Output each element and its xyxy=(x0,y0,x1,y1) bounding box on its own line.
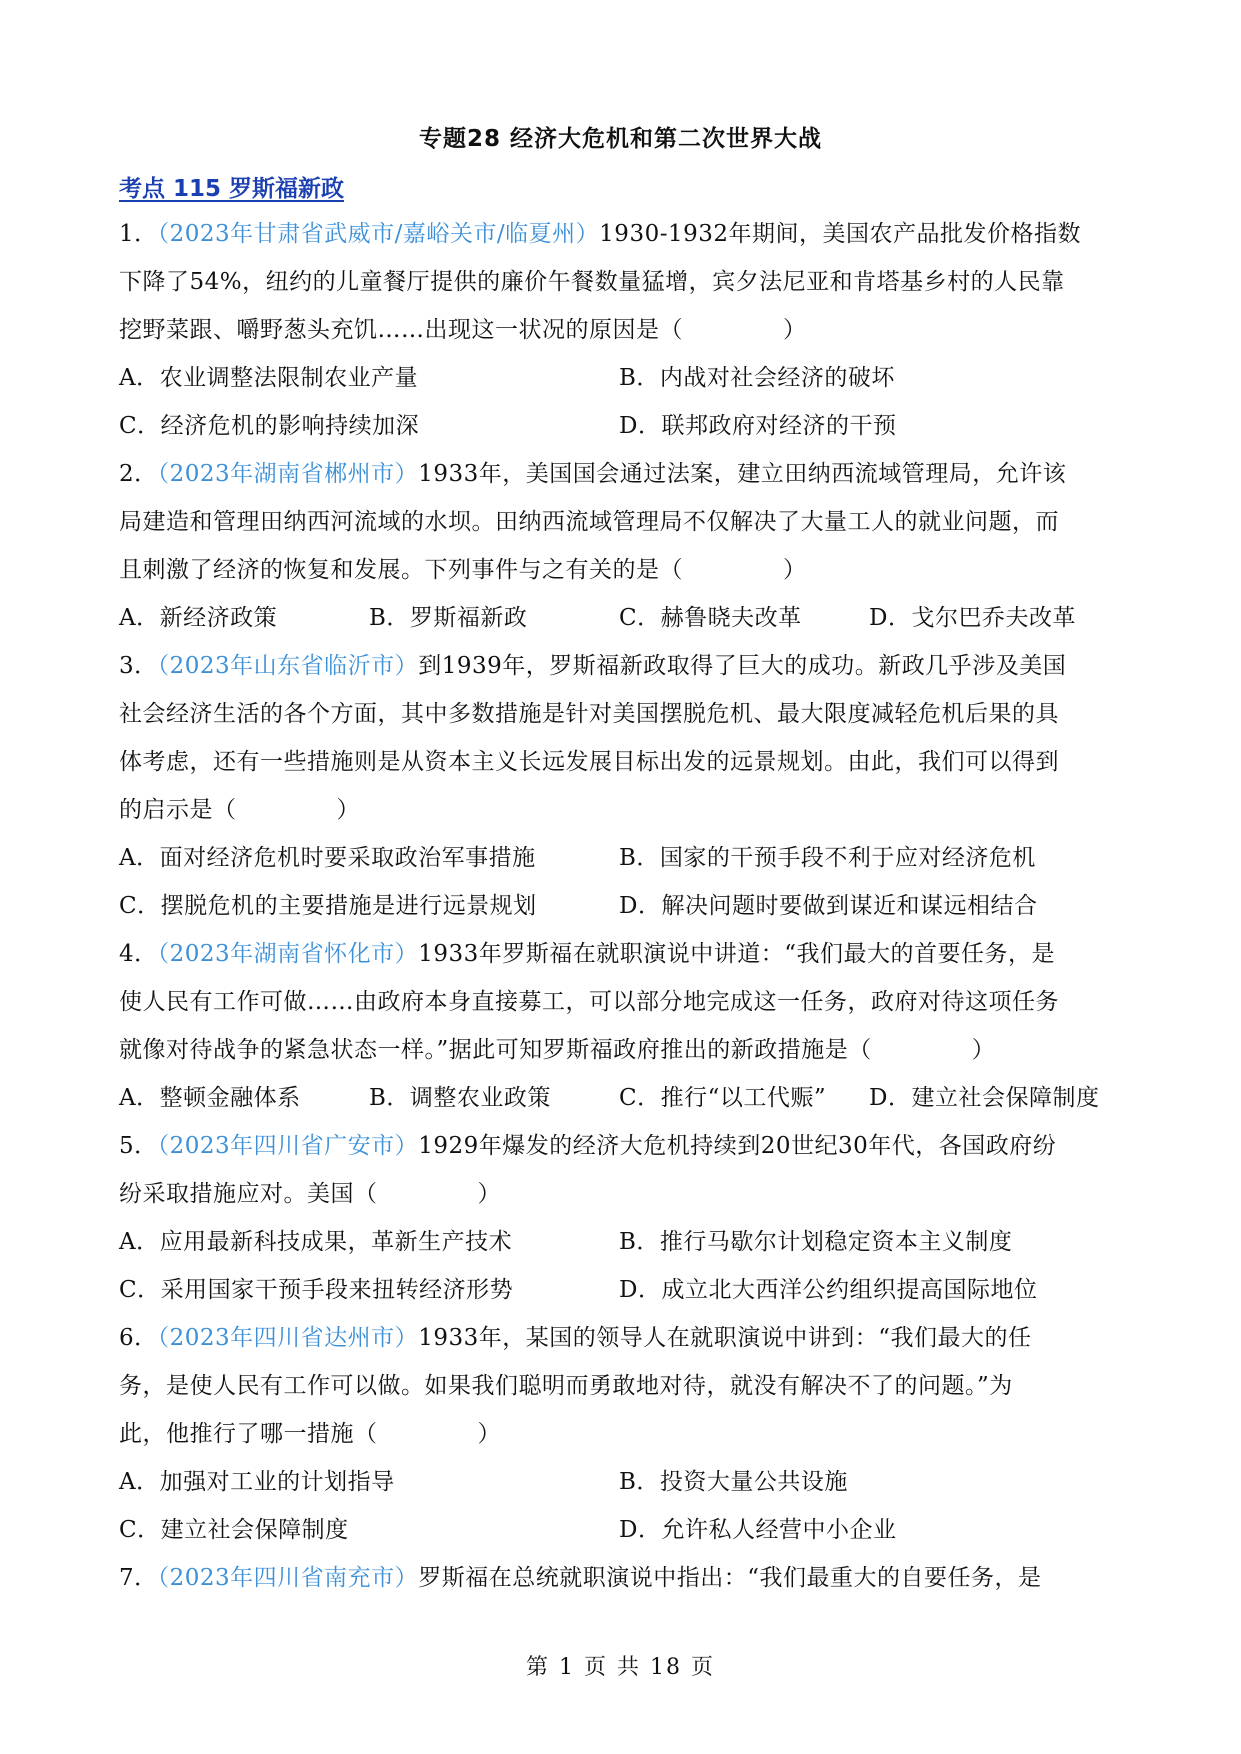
option-c[interactable]: C．推行“以工代赈” xyxy=(619,1085,827,1111)
options-row xyxy=(119,882,1121,930)
options-row xyxy=(119,1458,1121,1506)
question-line: 社会经济生活的各个方面，其中多数措施是针对美国摆脱危机、最大限度减轻危机后果的具 xyxy=(119,701,1059,727)
options-row xyxy=(119,834,1121,882)
question-text: 就像对待战争的紧急状态一样。”据此可知罗斯福政府推出的新政措施是（ xyxy=(119,1037,872,1063)
option-b[interactable]: B．投资大量公共设施 xyxy=(619,1469,848,1495)
question-source: （2023年甘肃省武威市/嘉峪关市/临夏州） xyxy=(157,221,600,247)
option-d[interactable]: D．成立北大西洋公约组织提高国际地位 xyxy=(619,1277,1038,1303)
question-1 xyxy=(119,210,1121,450)
question-text: 且刺激了经济的恢复和发展。下列事件与之有关的是（ xyxy=(119,557,683,583)
option-a[interactable]: A．农业调整法限制农业产量 xyxy=(119,365,419,391)
option-c[interactable]: C．建立社会保障制度 xyxy=(119,1517,349,1543)
answer-bracket: ） xyxy=(971,1037,996,1063)
question-text: 1933年，美国国会通过法案，建立田纳西流域管理局，允许该 xyxy=(418,461,1067,487)
page-footer: 第 1 页 共 18 页 xyxy=(526,1655,715,1680)
question-number: 4． xyxy=(119,941,158,967)
question-line xyxy=(119,930,1121,978)
options-row xyxy=(119,1218,1121,1266)
question-text: 的启示是（ xyxy=(119,797,237,823)
option-d[interactable]: D．联邦政府对经济的干预 xyxy=(619,413,897,439)
option-c[interactable]: C．采用国家干预手段来扭转经济形势 xyxy=(119,1277,514,1303)
question-source: （2023年四川省南充市） xyxy=(157,1565,419,1591)
answer-bracket: ） xyxy=(783,317,807,343)
option-a[interactable]: A．面对经济危机时要采取政治军事措施 xyxy=(119,845,536,871)
option-a[interactable]: A．加强对工业的计划指导 xyxy=(119,1469,395,1495)
question-text: 纷采取措施应对。美国（ xyxy=(119,1181,378,1207)
question-number: 3． xyxy=(119,653,158,679)
option-b[interactable]: B．推行马歇尔计划稳定资本主义制度 xyxy=(619,1229,1013,1255)
question-source: （2023年四川省达州市） xyxy=(157,1325,419,1351)
question-line xyxy=(119,1410,1121,1458)
options-row xyxy=(119,1074,1121,1122)
option-a[interactable]: A．新经济政策 xyxy=(119,605,278,631)
question-text: 此，他推行了哪一措施（ xyxy=(119,1421,378,1447)
options-row xyxy=(119,594,1121,642)
answer-bracket: ） xyxy=(783,557,807,583)
question-list xyxy=(119,210,1121,1602)
option-d[interactable]: D．戈尔巴乔夫改革 xyxy=(869,605,1076,631)
question-number: 7． xyxy=(119,1565,158,1591)
question-line xyxy=(119,1026,1121,1074)
question-line xyxy=(119,1314,1121,1362)
question-source: （2023年湖南省怀化市） xyxy=(157,941,419,967)
question-line: 使人民有工作可做……由政府本身直接募工，可以部分地完成这一任务，政府对待这项任务 xyxy=(119,989,1059,1015)
question-line xyxy=(119,642,1121,690)
answer-bracket: ） xyxy=(336,797,360,823)
section-heading[interactable]: 考点 115 罗斯福新政 xyxy=(119,176,345,202)
question-3 xyxy=(119,642,1121,930)
question-number: 5． xyxy=(119,1133,158,1159)
page-title: 专题28 经济大危机和第二次世界大战 xyxy=(418,126,822,152)
question-text: 1933年，某国的领导人在就职演说中讲到：“我们最大的任 xyxy=(418,1325,1032,1351)
question-line xyxy=(119,306,1121,354)
question-number: 2． xyxy=(119,461,158,487)
question-number: 6． xyxy=(119,1325,158,1351)
question-line xyxy=(119,1554,1121,1602)
options-row xyxy=(119,1266,1121,1314)
options-row xyxy=(119,1506,1121,1554)
question-line xyxy=(119,210,1121,258)
question-4 xyxy=(119,930,1121,1122)
option-a[interactable]: A．应用最新科技成果，革新生产技术 xyxy=(119,1229,513,1255)
question-line xyxy=(119,450,1121,498)
option-d[interactable]: D．解决问题时要做到谋近和谋远相结合 xyxy=(619,893,1038,919)
option-d[interactable]: D．允许私人经营中小企业 xyxy=(619,1517,897,1543)
option-a[interactable]: A．整顿金融体系 xyxy=(119,1085,301,1111)
question-6 xyxy=(119,1314,1121,1554)
question-5 xyxy=(119,1122,1121,1314)
answer-bracket: ） xyxy=(477,1181,501,1207)
question-line xyxy=(119,1170,1121,1218)
question-source: （2023年湖南省郴州市） xyxy=(157,461,419,487)
option-c[interactable]: C．摆脱危机的主要措施是进行远景规划 xyxy=(119,893,537,919)
option-d[interactable]: D．建立社会保障制度 xyxy=(869,1085,1100,1111)
question-text: 1933年罗斯福在就职演说中讲道：“我们最大的首要任务，是 xyxy=(418,941,1055,967)
option-b[interactable]: B．罗斯福新政 xyxy=(369,605,528,631)
question-text: 1930-1932年期间，美国农产品批发价格指数 xyxy=(599,221,1082,247)
question-line xyxy=(119,786,1121,834)
question-text: 1929年爆发的经济大危机持续到20世纪30年代，各国政府纷 xyxy=(418,1133,1057,1159)
question-text: 罗斯福在总统就职演说中指出：“我们最重大的自要任务，是 xyxy=(418,1565,1042,1591)
option-c[interactable]: C．经济危机的影响持续加深 xyxy=(119,413,420,439)
options-row xyxy=(119,354,1121,402)
answer-bracket: ） xyxy=(477,1421,501,1447)
question-text: 到1939年，罗斯福新政取得了巨大的成功。新政几乎涉及美国 xyxy=(418,653,1067,679)
question-line xyxy=(119,1122,1121,1170)
question-line: 务，是使人民有工作可以做。如果我们聪明而勇敢地对待，就没有解决不了的问题。”为 xyxy=(119,1373,1013,1399)
question-number: 1． xyxy=(119,221,158,247)
options-row xyxy=(119,402,1121,450)
question-line: 体考虑，还有一些措施则是从资本主义长远发展目标出发的远景规划。由此，我们可以得到 xyxy=(119,749,1059,775)
option-b[interactable]: B．国家的干预手段不利于应对经济危机 xyxy=(619,845,1036,871)
question-line: 局建造和管理田纳西河流域的水坝。田纳西流域管理局不仅解决了大量工人的就业问题，而 xyxy=(119,509,1059,535)
option-c[interactable]: C．赫鲁晓夫改革 xyxy=(619,605,802,631)
option-b[interactable]: B．调整农业政策 xyxy=(369,1085,551,1111)
question-2 xyxy=(119,450,1121,642)
question-source: （2023年四川省广安市） xyxy=(157,1133,419,1159)
question-line: 下降了54%，纽约的儿童餐厅提供的廉价午餐数量猛增，宾夕法尼亚和肯塔基乡村的人民靠 xyxy=(119,269,1065,295)
question-text: 挖野菜跟、嚼野葱头充饥……出现这一状况的原因是（ xyxy=(119,317,683,343)
question-line xyxy=(119,546,1121,594)
question-7 xyxy=(119,1554,1121,1602)
option-b[interactable]: B．内战对社会经济的破坏 xyxy=(619,365,895,391)
question-source: （2023年山东省临沂市） xyxy=(157,653,419,679)
